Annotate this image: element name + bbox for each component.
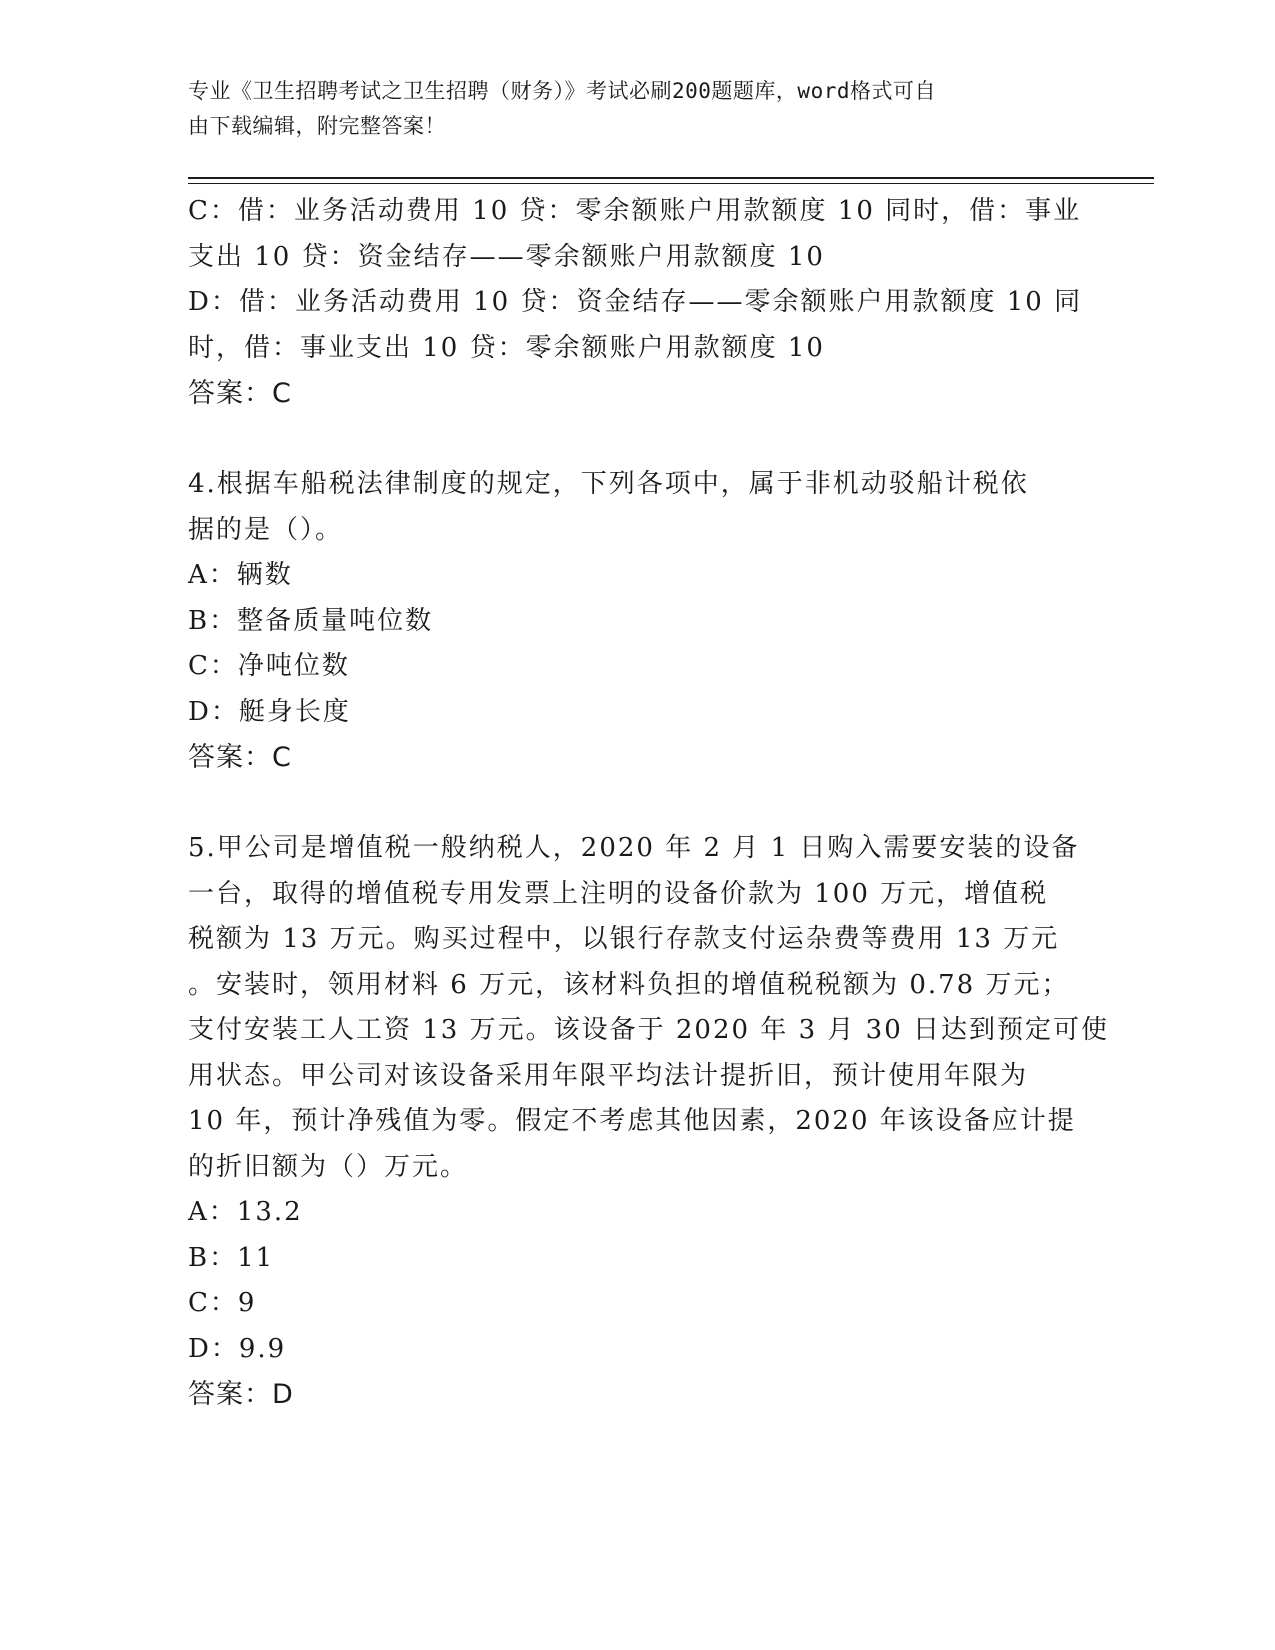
document-body [188, 189, 1109, 1418]
q5-stem-line-3: 税额为 13 万元。购买过程中，以银行存款支付运杂费等费用 13 万元 [188, 924, 1060, 954]
question-4 [188, 462, 1068, 781]
q4-stem-line-2: 据的是（）。 [188, 514, 344, 545]
q4-stem-line-1: 4.根据车船税法律制度的规定，下列各项中，属于非机动驳船计税依 [188, 469, 1029, 499]
q5-stem-line-7: 10 年，预计净残值为零。假定不考虑其他因素，2020 年该设备应计提 [188, 1106, 1076, 1136]
q4-option-a: A：辆数 [188, 560, 293, 590]
option-c-line-1: C：借：业务活动费用 10 贷：零余额账户用款额度 10 同时，借：事业 [188, 196, 1082, 226]
q4-option-d: D：艇身长度 [188, 696, 351, 727]
header-divider-thin [188, 183, 1154, 184]
header-line-1: 专业《卫生招聘考试之卫生招聘（财务）》考试必刷200题题库，word格式可自 [188, 79, 936, 103]
q4-option-c: C：净吨位数 [188, 651, 350, 681]
document-header [188, 74, 1068, 144]
q5-stem-line-4: 。安装时，领用材料 6 万元，该材料负担的增值税税额为 0.78 万元； [188, 969, 1070, 1000]
q5-stem-line-5: 支付安装工人工资 13 万元。该设备于 2020 年 3 月 30 日达到预定可使 [188, 1015, 1109, 1045]
answer-q4: 答案：C [188, 742, 292, 773]
q5-option-c: C：9 [188, 1288, 257, 1318]
q5-stem-line-2: 一台，取得的增值税专用发票上注明的设备价款为 100 万元，增值税 [188, 878, 1049, 909]
answer-q3: 答案：C [188, 378, 292, 409]
q5-stem-line-8: 的折旧额为（）万元。 [188, 1151, 469, 1182]
header-divider-thick [188, 177, 1154, 179]
q5-option-d: D：9.9 [188, 1333, 287, 1364]
option-c-line-2: 支出 10 贷：资金结存——零余额账户用款额度 10 [188, 241, 825, 272]
option-d-line-2: 时，借：事业支出 10 贷：零余额账户用款额度 10 [188, 332, 825, 363]
q4-option-b: B：整备质量吨位数 [188, 605, 434, 636]
q5-option-b: B：11 [188, 1242, 275, 1273]
option-d-line-1: D：借：业务活动费用 10 贷：资金结存——零余额账户用款额度 10 同 [188, 287, 1083, 317]
q5-stem-line-1: 5.甲公司是增值税一般纳税人，2020 年 2 月 1 日购入需要安装的设备 [188, 833, 1080, 863]
question-3-tail [188, 189, 1083, 417]
q5-stem-line-6: 用状态。甲公司对该设备采用年限平均法计提折旧，预计使用年限为 [188, 1060, 1029, 1091]
question-5 [188, 826, 1109, 1418]
q5-option-a: A：13.2 [188, 1197, 303, 1227]
header-line-2: 由下载编辑，附完整答案！ [188, 114, 446, 138]
answer-q5: 答案：D [188, 1379, 294, 1410]
